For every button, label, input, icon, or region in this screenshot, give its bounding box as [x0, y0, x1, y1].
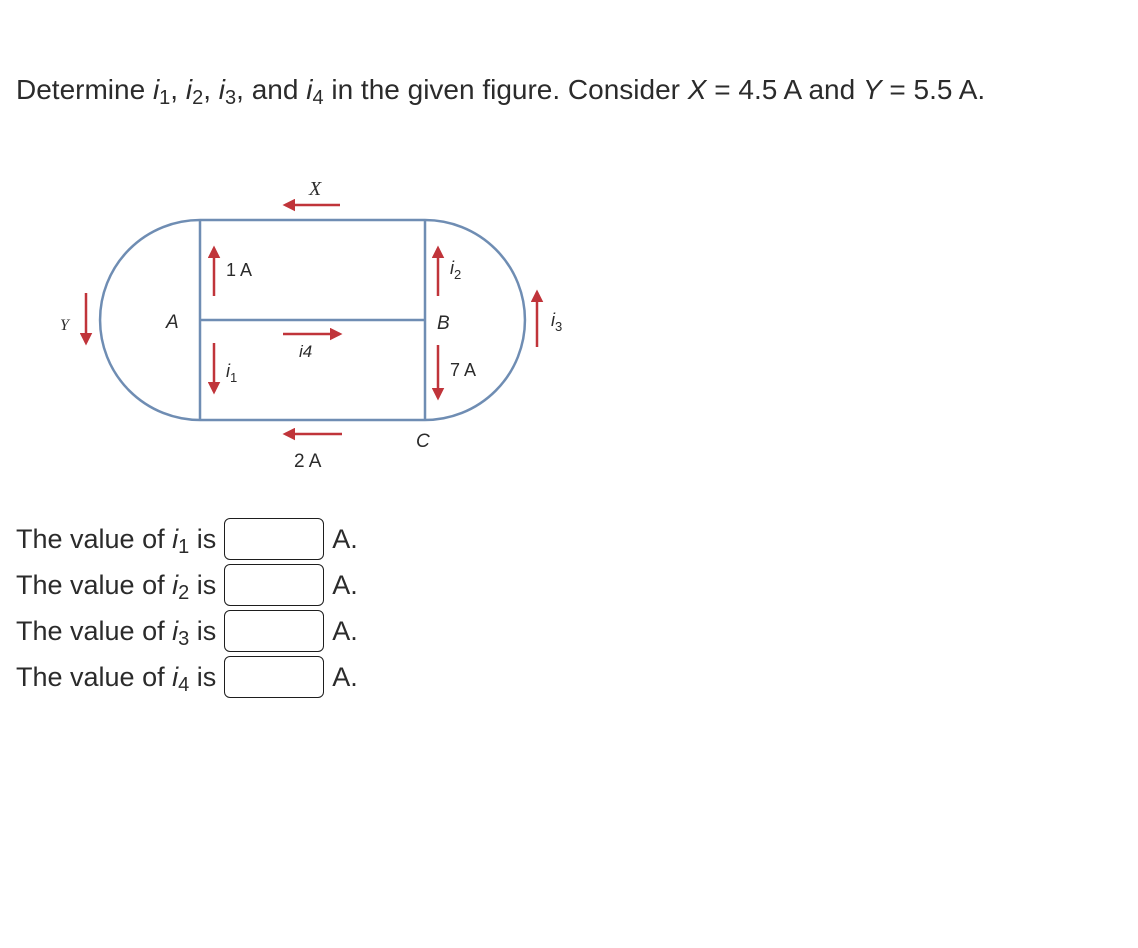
answer-row-i4	[16, 654, 358, 700]
label-i4: i4	[299, 342, 313, 361]
answer-input-i3[interactable]	[224, 610, 324, 652]
label-i3: $i_3$	[551, 310, 563, 334]
answer-input-i2[interactable]	[224, 564, 324, 606]
answer-unit-i2: A.	[332, 569, 358, 600]
answer-label-i4: The value of $i_4$ is	[16, 661, 217, 696]
answer-label-i2: The value of $i_2$ is	[16, 569, 217, 604]
question-text: Determine $i_1$, $i_2$, $i_3$, and $i_4$ in the given figure. Consider X = 4.5 A and Y = 5.5 A.	[16, 74, 986, 109]
label-7a: 7 A	[450, 360, 477, 380]
circuit-wires	[100, 220, 525, 420]
label-i1: $i_1$	[226, 361, 238, 385]
label-y: Y	[60, 317, 69, 334]
answer-row-i3	[16, 608, 358, 654]
answer-row-i2	[16, 562, 358, 608]
label-node-b: B	[437, 313, 450, 334]
answer-label-i1: The value of $i_1$ is	[16, 523, 217, 558]
answer-row-i1	[16, 516, 358, 562]
circuit-diagram	[55, 165, 595, 475]
answer-input-i1[interactable]	[224, 518, 324, 560]
label-2a: 2 A	[294, 451, 322, 472]
answer-unit-i3: A.	[332, 615, 358, 646]
answer-label-i3: The value of $i_3$ is	[16, 615, 217, 650]
label-i2: $i_2$	[450, 258, 462, 282]
label-node-a: A	[166, 312, 179, 333]
answer-input-i4[interactable]	[224, 656, 324, 698]
answer-list	[16, 516, 358, 700]
answer-unit-i1: A.	[332, 523, 358, 554]
answer-unit-i4: A.	[332, 661, 358, 692]
label-node-c: C	[416, 431, 430, 452]
label-1a: 1 A	[226, 260, 253, 280]
label-x: X	[309, 178, 322, 200]
left-arc-wire	[100, 220, 200, 420]
